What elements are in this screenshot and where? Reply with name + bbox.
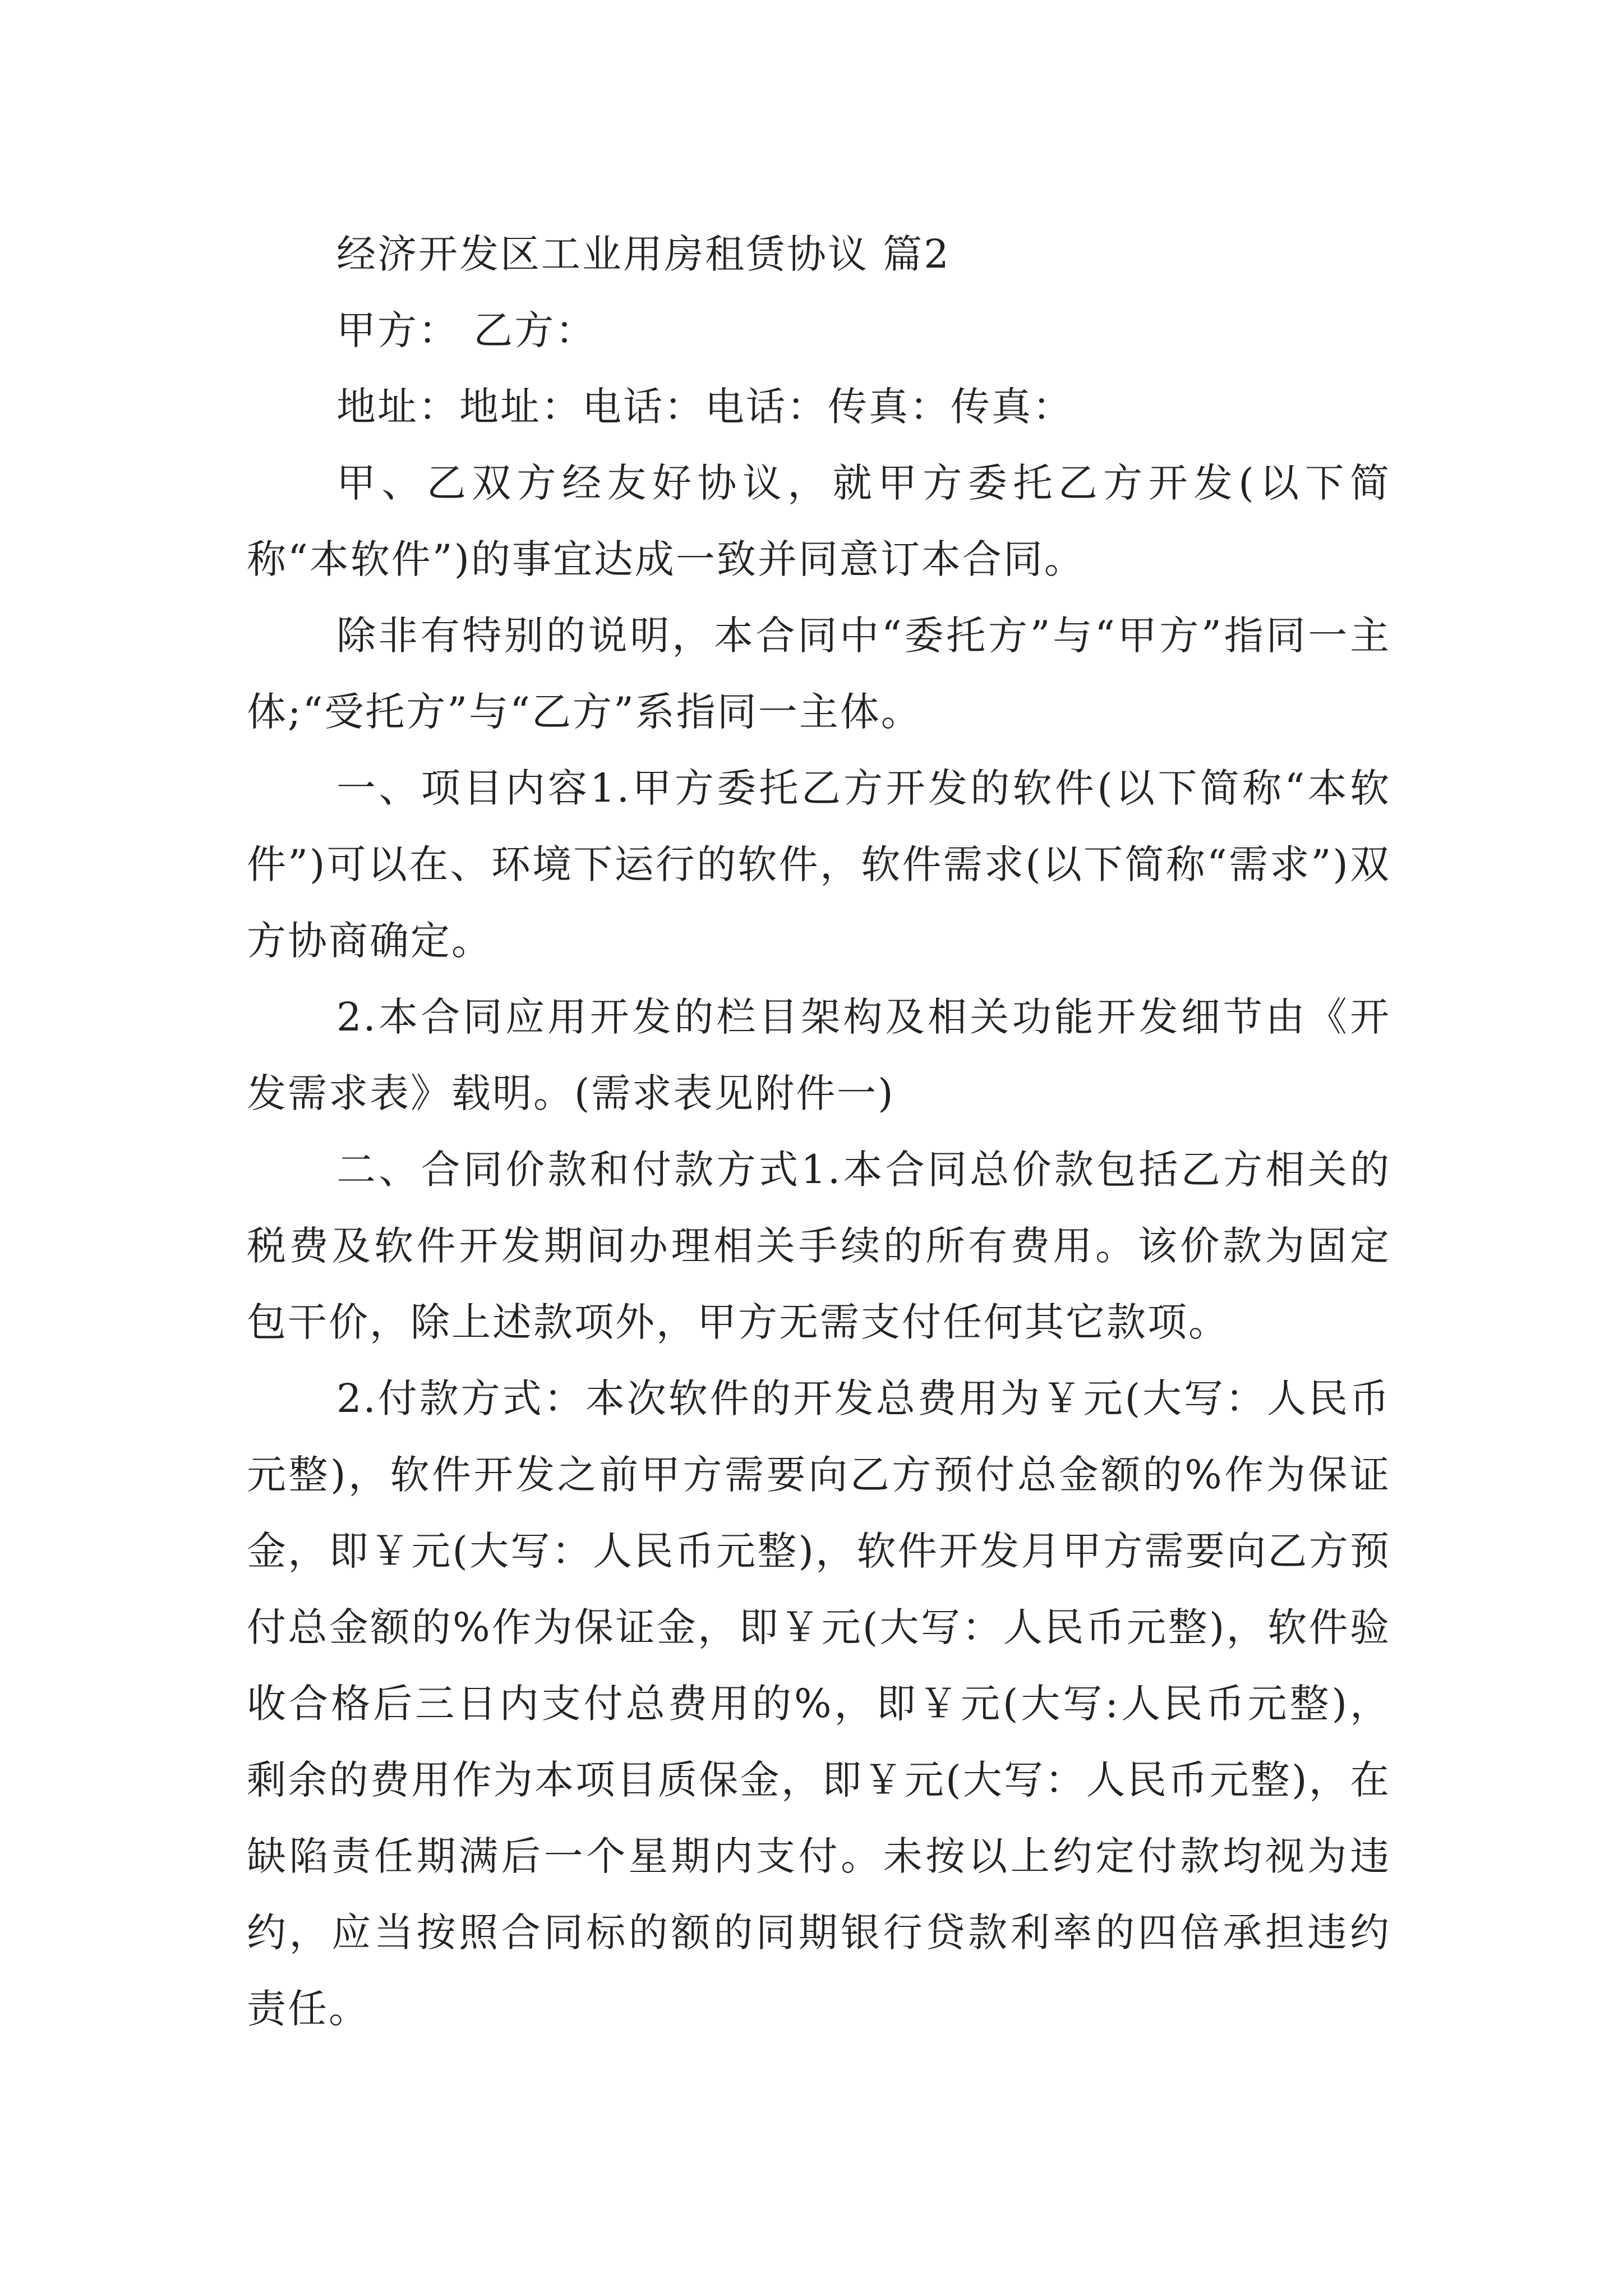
definition-paragraph: 除非有特别的说明，本合同中“委托方”与“甲方”指同一主体;“受托方”与“乙方”系指同一主体。: [247, 613, 1391, 735]
document-title: 经济开发区工业用房租赁协议 篇2: [336, 231, 951, 277]
contract-price-paragraph: 二、合同价款和付款方式1.本合同总价款包括乙方相关的税费及软件开发期间办理相关手续的所有费用。该价款为固定包干价，除上述款项外，甲方无需支付任何其它款项。: [247, 1147, 1391, 1345]
party-line: 甲方： 乙方：: [336, 307, 597, 353]
payment-method-paragraph: 2.付款方式：本次软件的开发总费用为￥元(大写：人民币元整)，软件开发之前甲方需要向乙方预付总金额的%作为保证金，即￥元(大写：人民币元整)，软件开发月甲方需要向乙方预付总金额的%作为保证金，即￥元(大写：人民币元整)，软件验收合格后三日内支付总费用的%，即￥元(大写:人民币元整)，剩余的费用作为本项目质保金，即￥元(大写：人民币元整)，在缺陷责任期满后一个星期内支付。未按以上约定付款均视为违约，应当按照合同标的额的同期银行贷款利率的四倍承担违约责任。: [247, 1375, 1391, 2032]
preamble-paragraph: 甲、乙双方经友好协议，就甲方委托乙方开发(以下简称“本软件”)的事宜达成一致并同意订本合同。: [247, 460, 1391, 582]
document-body: [247, 216, 1391, 2047]
project-content-paragraph: 一、项目内容1.甲方委托乙方开发的软件(以下简称“本软件”)可以在、环境下运行的软件，软件需求(以下简称“需求”)双方协商确定。: [247, 765, 1391, 964]
contact-line: 地址：地址：电话：电话：传真：传真：: [336, 384, 1073, 430]
requirements-paragraph: 2.本合同应用开发的栏目架构及相关功能开发细节由《开发需求表》载明。(需求表见附件一): [247, 994, 1391, 1116]
